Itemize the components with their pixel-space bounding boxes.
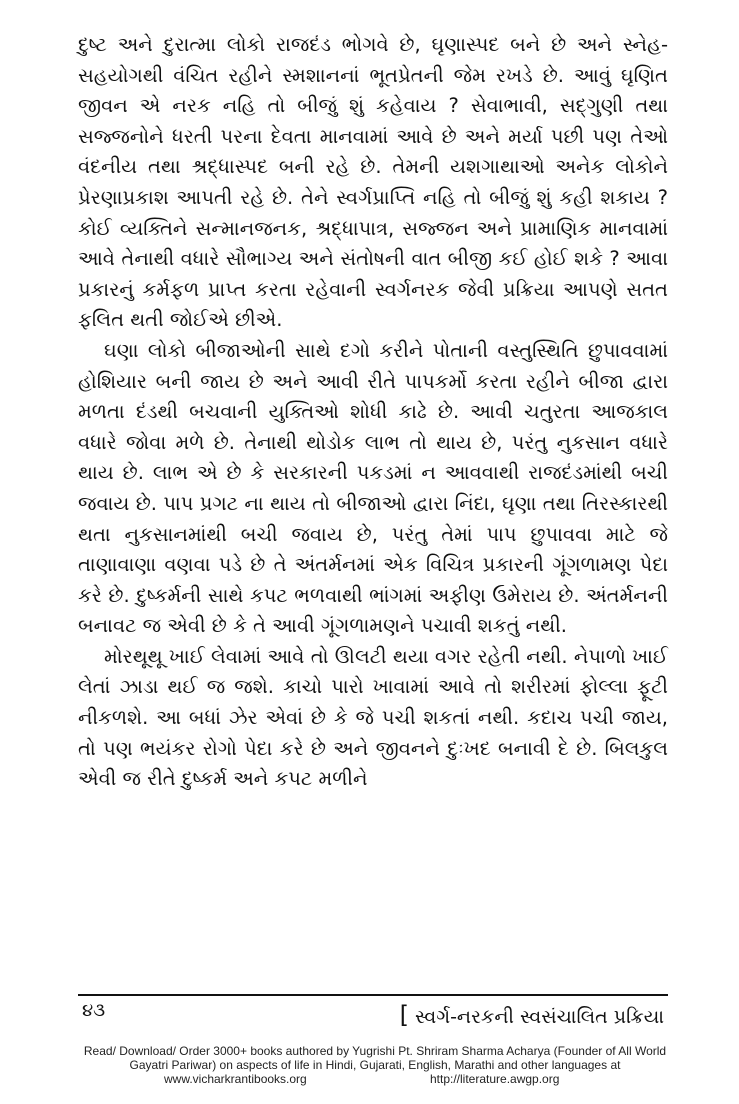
body-text bbox=[78, 30, 668, 795]
paragraph-1: દુષ્ટ અને દુરાત્મા લોકો રાજદંડ ભોગવે છે, ઘૃણાસ્પદ બને છે અને સ્નેહ-સહયોગથી વંચિત રહીને સ્મશાનનાં ભૂતપ્રેતની જેમ રખડે છે. આવું ઘૃણિત જીવન એ નરક નહિ તો બીજું શું કહેવાય ? સેવાભાવી, સદ્ગુણી તથા સજ્જનોને ધરતી પરના દેવતા માનવામાં આવે છે અને મર્યા પછી પણ તેઓ વંદનીય તથા શ્રદ્ધાસ્પદ બની રહે છે. તેમની યશગાથાઓ અનેક લોકોને પ્રેરણાપ્રકાશ આપતી રહે છે. તેને સ્વર્ગપ્રાપ્તિ નહિ તો બીજું શું કહી શકાય ? કોઈ વ્યક્તિને સન્માનજનક, શ્રદ્ધાપાત્ર, સજ્જન અને પ્રામાણિક માનવામાં આવે તેનાથી વધારે સૌભાગ્ય અને સંતોષની વાત બીજી કઈ હોઈ શકે ? આવા પ્રકારનું કર્મફળ પ્રાપ્ત કરતા રહેવાની સ્વર્ગનરક જેવી પ્રક્રિયા આપણે સતત ફલિત થતી જોઈએ છીએ. bbox=[78, 33, 668, 332]
vicharkrantibooks-link[interactable]: www.vicharkrantibooks.org bbox=[164, 1072, 307, 1086]
page-number: ૪૩ bbox=[82, 1000, 106, 1021]
running-title-bracket: [ bbox=[399, 1001, 409, 1029]
paragraph-3: મોરથૂથૂ ખાઈ લેવામાં આવે તો ઊલટી થયા વગર રહેતી નથી. નેપાળો ખાઈ લેતાં ઝાડા થઈ જ જશે. કાચો પારો ખાવામાં આવે તો શરીરમાં ફોલ્લા ફૂટી નીકળશે. આ બધાં ઝેર એવાં છે કે જે પચી શકતાં નથી. કદાચ પચી જાય, તો પણ ભયંકર રોગો પેદા કરે છે અને જીવનને દુઃખદ બનાવી દે છે. બિલકુલ એવી જ રીતે દુષ્કર્મ અને કપટ મળીને bbox=[78, 644, 668, 791]
running-title-text: સ્વર્ગ-નરકની સ્વસંચાલિત પ્રક્રિયા bbox=[414, 1006, 664, 1028]
literature-awgp-link[interactable]: http://literature.awgp.org bbox=[430, 1072, 560, 1086]
running-title bbox=[400, 1002, 664, 1030]
promo-text: Read/ Download/ Order 3000+ books authored by Yugrishi Pt. Shriram Sharma Acharya (Founder of All World Gayatri Pariwar) on aspects of life in Hindi, Gujarati, English, Marathi and other languages at bbox=[83, 1044, 667, 1072]
paragraph-2: ઘણા લોકો બીજાઓની સાથે દગો કરીને પોતાની વસ્તુસ્થિતિ છુપાવવામાં હોશિયાર બની જાય છે અને આવી રીતે પાપકર્મો કરતા રહીને બીજા દ્વારા મળતા દંડથી બચવાની યુક્તિઓ શોધી કાઢે છે. આવી ચતુરતા આજકાલ વધારે જોવા મળે છે. તેનાથી થોડોક લાભ તો થાય છે, પરંતુ નુકસાન વધારે થાય છે. લાભ એ છે કે સરકારની પકડમાં ન આવવાથી રાજદંડમાંથી બચી જવાય છે. પાપ પ્રગટ ના થાય તો બીજાઓ દ્વારા નિંદા, ઘૃણા તથા તિરસ્કારથી થતા નુકસાનમાંથી બચી જવાય છે, પરંતુ તેમાં પાપ છુપાવવા માટે જે તાણાવાણા વણવા પડે છે તે અંતર્મનમાં એક વિચિત્ર પ્રકારની ગૂંગળામણ પેદા કરે છે. દુષ્કર્મની સાથે કપટ ભળવાથી ભાંગમાં અફીણ ઉમેરાય છે. અંતર્મનની બનાવટ જ એવી છે કે તે આવી ગૂંગળામણને પચાવી શકતું નથી. bbox=[78, 338, 668, 638]
footer-rule bbox=[78, 994, 668, 996]
